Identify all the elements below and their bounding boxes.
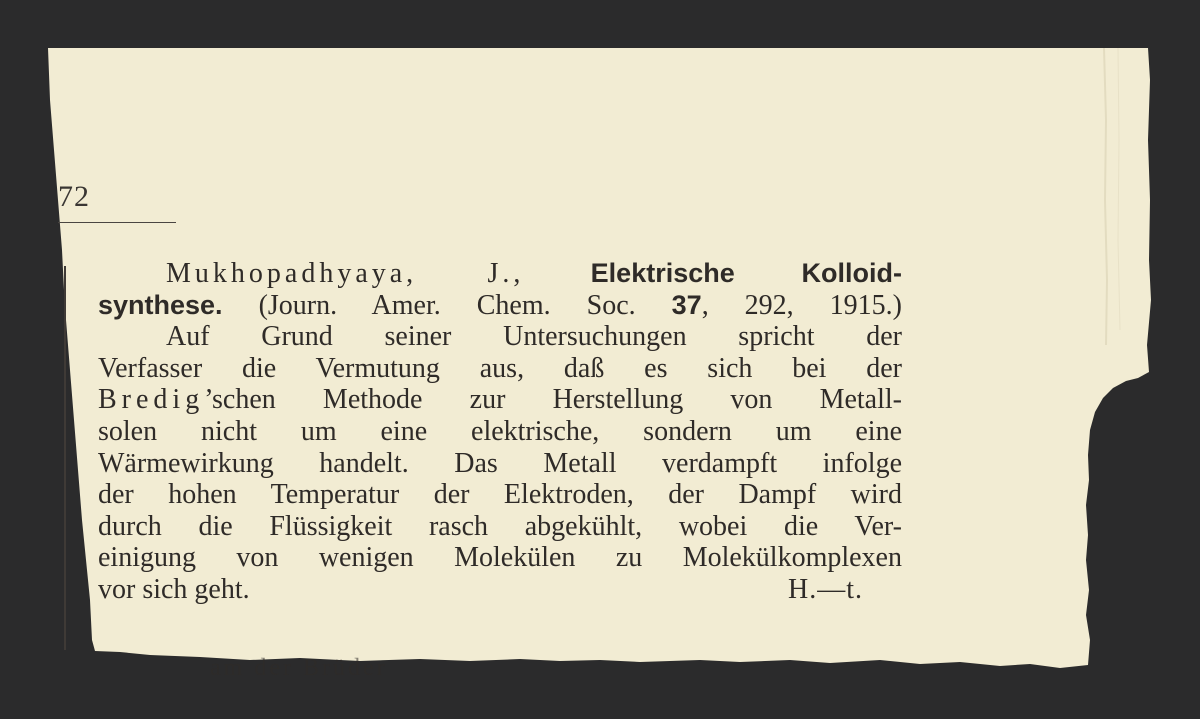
body-line: durch die Flüssigkeit rasch abgekühlt, wobei die Ver- [98, 510, 902, 542]
body-line: einigung von wenigen Molekülen zu Molekülkomplexen [98, 542, 902, 574]
article-title-part1: Elektrische Kolloid- [590, 258, 903, 288]
bredig-name: Bredig [98, 384, 205, 416]
entry-heading-line [98, 258, 902, 290]
citation-line [98, 290, 902, 322]
abstract-entry [98, 258, 902, 606]
body-line: der hohen Temperatur der Elektroden, der Dampf wird [98, 479, 902, 511]
body-line-bredig [98, 384, 902, 416]
article-title-part2: synthese. [98, 289, 223, 320]
body-line: Auf Grund seiner Untersuchungen spricht der [166, 321, 902, 353]
citation-rest: , 292, 1915.) [701, 289, 903, 321]
final-text: vor sich geht. [98, 573, 250, 605]
body-line-rest: ’schen Methode zur Herstellung von Metall- [204, 384, 902, 416]
body-line: Wärmewirkung handelt. Das Metall verdampft infolge [98, 447, 902, 479]
torn-text-fragment [210, 651, 570, 681]
torn-text: am der Brüder [210, 655, 388, 681]
page-number-rule [58, 222, 176, 223]
page-number: 72 [58, 180, 90, 213]
margin-bar [64, 266, 66, 650]
citation-open: (Journ. Amer. Chem. Soc. [258, 289, 636, 321]
author-name: Mukhopadhyaya, J., [166, 258, 525, 289]
volume-number: 37 [671, 289, 702, 320]
body-line: Verfasser die Vermutung aus, daß es sich bei der [98, 352, 902, 384]
body-line: solen nicht um eine elektrische, sondern um eine [98, 415, 902, 447]
final-line [98, 574, 863, 606]
author-signature: H.—t. [788, 573, 863, 605]
